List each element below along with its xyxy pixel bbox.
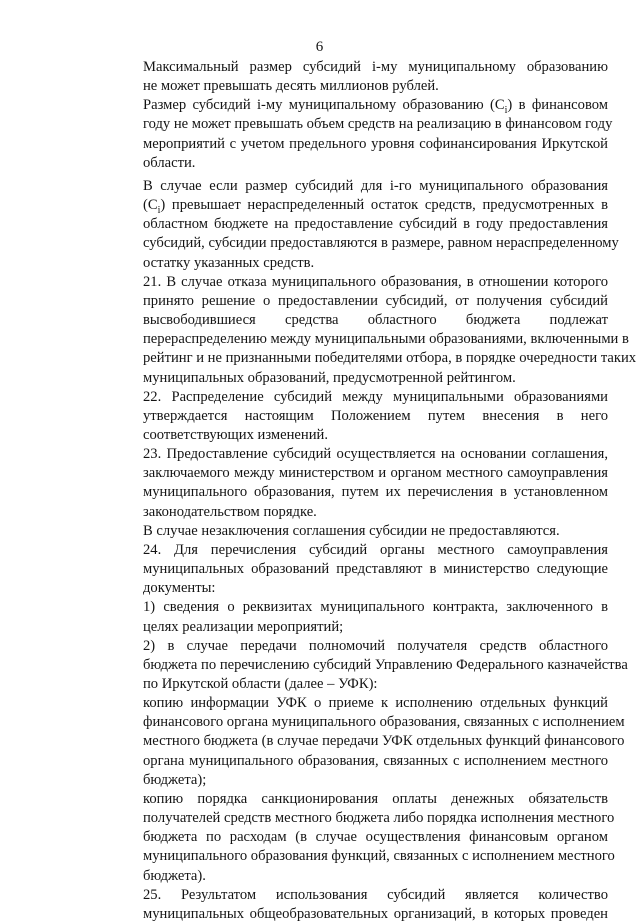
paragraph-clause-21	[103, 273, 637, 388]
text-line: рейтинг и не признанными победителями отбора, в порядке очередности таких	[143, 350, 637, 367]
text-fragment: ) в финансовом	[507, 97, 609, 114]
text-line: бюджета по расходам (в случае осуществления финансовым органом	[143, 829, 608, 846]
text-line: 21. В случае отказа муниципального образования, в отношении которого	[143, 273, 608, 290]
document-body	[103, 58, 637, 924]
text-line: 25. Результатом использования субсидий является количество	[143, 886, 608, 903]
subscript-index: i	[157, 205, 161, 216]
text-line: 23. Предоставление субсидий осуществляется на основании соглашения,	[143, 446, 608, 463]
text-line: целях реализации мероприятий;	[143, 618, 344, 635]
paragraph-copy-procedure	[103, 790, 615, 886]
page-number: 6	[315, 39, 324, 55]
text-line: высвободившиеся средства областного бюджета подлежат	[143, 312, 608, 329]
text-line: году не может превышать объем средств на реализацию в финансовом году	[143, 116, 613, 133]
paragraph-no-agreement	[103, 522, 608, 541]
text-line: копию порядка санкционирования оплаты денежных обязательств	[143, 790, 608, 807]
text-line: получателей средств местного бюджета либо порядка исполнения местного	[143, 810, 615, 827]
text-line: 24. Для перечисления субсидий органы местного самоуправления	[143, 541, 608, 558]
text-line: 1) сведения о реквизитах муниципального контракта, заключенного в	[143, 599, 608, 616]
text-line: бюджета).	[143, 867, 206, 884]
text-line: муниципальных общеобразовательных организаций, в которых проведен	[143, 905, 608, 922]
text-line: Максимальный размер субсидий i-му муниципальному образованию	[143, 59, 608, 75]
text-line: утверждается настоящим Положением путем внесения в него	[143, 407, 608, 424]
list-item-contract-details	[103, 598, 608, 636]
paragraph-max-subsidy	[103, 58, 608, 96]
text-line: В случае незаключения соглашения субсидии не предоставляются.	[143, 522, 560, 539]
text-line: по Иркутской области (далее – УФК):	[143, 676, 378, 692]
text-line: бюджета по перечислению субсидий Управлению Федерального казначейства	[143, 656, 628, 673]
text-line: финансового органа муниципального образования, связанных с исполнением	[143, 714, 625, 731]
text-line: местного бюджета (в случае передачи УФК отдельных функций финансового	[143, 733, 625, 750]
text-line: муниципальных образований представляют в министерство следующие	[143, 561, 608, 578]
text-line: 22. Распределение субсидий между муниципальными образованиями	[143, 388, 608, 405]
text-fragment: ) превышает нераспределенный остаток средств, предусмотренных в	[160, 197, 608, 214]
text-line: мероприятий с учетом предельного уровня софинансирования Иркутской	[143, 135, 608, 152]
text-line: муниципального образования, путем их перечисления в установленном	[143, 484, 608, 501]
text-line: бюджета);	[143, 771, 207, 788]
paragraph-subsidy-size	[103, 96, 613, 173]
paragraph-clause-22	[103, 388, 608, 445]
list-item-powers-transfer	[103, 637, 628, 694]
subscript-index: i	[504, 105, 508, 117]
paragraph-copy-information	[103, 694, 625, 790]
text-line: области.	[143, 154, 196, 171]
text-line	[103, 96, 608, 115]
text-line	[103, 196, 608, 215]
text-line: муниципального образования функций, связанных с исполнением местного	[143, 848, 615, 865]
text-line: не может превышать десять миллионов рублей.	[143, 78, 439, 95]
text-line: муниципальных образований, предусмотренной рейтингом.	[143, 369, 516, 386]
text-fragment: Размер субсидий i-му муниципальному образованию (C	[143, 97, 505, 114]
text-fragment: (C	[143, 197, 158, 214]
text-line: принято решение о предоставлении субсидий, от получения субсидий	[143, 292, 608, 309]
text-line: заключаемого между министерством и органом местного самоуправления	[143, 465, 608, 482]
paragraph-clause-24	[103, 541, 608, 598]
text-line: В случае если размер субсидий для i-го муниципального образования	[143, 177, 608, 194]
text-line: документы:	[143, 580, 216, 597]
text-line: законодательством порядке.	[143, 503, 317, 520]
text-line: остатку указанных средств.	[143, 254, 315, 271]
text-line: областном бюджете на предоставление субсидий в году предоставления	[143, 216, 608, 233]
text-line: соответствующих изменений.	[143, 426, 328, 443]
paragraph-clause-23	[103, 445, 608, 522]
text-line: копию информации УФК о приеме к исполнению отдельных функций	[143, 695, 608, 712]
text-line: перераспределению между муниципальными образованиями, включенными в	[143, 331, 629, 348]
text-line: субсидий, субсидии предоставляются в размере, равном нераспределенному	[143, 235, 619, 252]
paragraph-clause-25	[103, 886, 608, 924]
paragraph-excess-subsidy	[103, 177, 619, 273]
text-line: органа муниципального образования, связанных с исполнением местного	[143, 752, 608, 769]
text-line: 2) в случае передачи полномочий получателя средств областного	[143, 637, 608, 654]
